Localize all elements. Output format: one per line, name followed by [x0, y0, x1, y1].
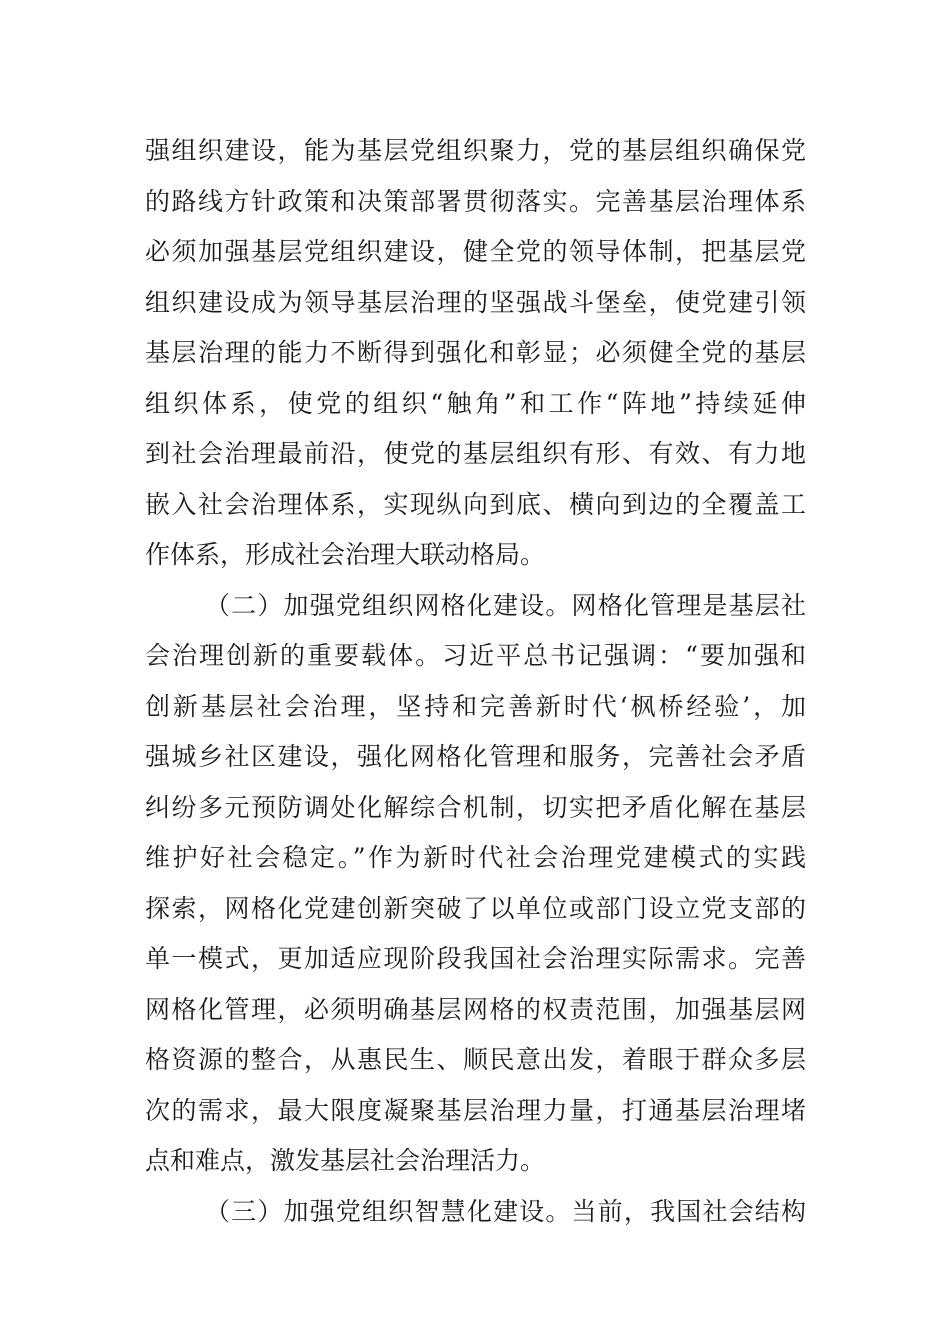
text-line: 探索，网格化党建创新突破了以单位或部门设立党支部的: [145, 894, 806, 923]
text-line: 到社会治理最前沿，使党的基层组织有形、有效、有力地: [145, 439, 806, 468]
text-line: 的路线方针政策和决策部署贯彻落实。完善基层治理体系: [145, 187, 806, 216]
text-line: 单一模式，更加适应现阶段我国社会治理实际需求。完善: [145, 944, 806, 973]
text-line: 网格化管理，必须明确基层网格的权责范围，加强基层网: [145, 995, 806, 1024]
text-line: 嵌入社会治理体系，实现纵向到底、横向到边的全覆盖工: [145, 490, 806, 519]
text-line: 次的需求，最大限度凝聚基层治理力量，打通基层治理堵: [145, 1096, 806, 1125]
paragraph-first-line: （三）加强党组织智慧化建设。当前，我国社会结构: [205, 1197, 806, 1226]
text-line: 强组织建设，能为基层党组织聚力，党的基层组织确保党: [145, 136, 806, 165]
paragraph-first-line: （二）加强党组织网格化建设。网格化管理是基层社: [205, 591, 806, 620]
text-line: 纠纷多元预防调处化解综合机制，切实把矛盾化解在基层: [145, 793, 806, 822]
text-line: 创新基层社会治理，坚持和完善新时代‘枫桥经验’，加: [145, 692, 806, 721]
text-line: 格资源的整合，从惠民生、顺民意出发，着眼于群众多层: [145, 1045, 806, 1074]
text-line: 会治理创新的重要载体。习近平总书记强调：“要加强和: [145, 641, 806, 670]
text-line: 强城乡社区建设，强化网格化管理和服务，完善社会矛盾: [145, 742, 806, 771]
text-line: 维护好社会稳定。”作为新时代社会治理党建模式的实践: [145, 843, 806, 872]
text-line: 组织建设成为领导基层治理的坚强战斗堡垒，使党建引领: [145, 288, 806, 317]
text-line: 必须加强基层党组织建设，健全党的领导体制，把基层党: [145, 237, 806, 266]
text-line: 组织体系，使党的组织“触角”和工作“阵地”持续延伸: [145, 389, 806, 418]
text-line: 基层治理的能力不断得到强化和彰显；必须健全党的基层: [145, 338, 806, 367]
paragraph-end-line: 点和难点，激发基层社会治理活力。: [145, 1146, 546, 1175]
paragraph-end-line: 作体系，形成社会治理大联动格局。: [145, 540, 546, 569]
